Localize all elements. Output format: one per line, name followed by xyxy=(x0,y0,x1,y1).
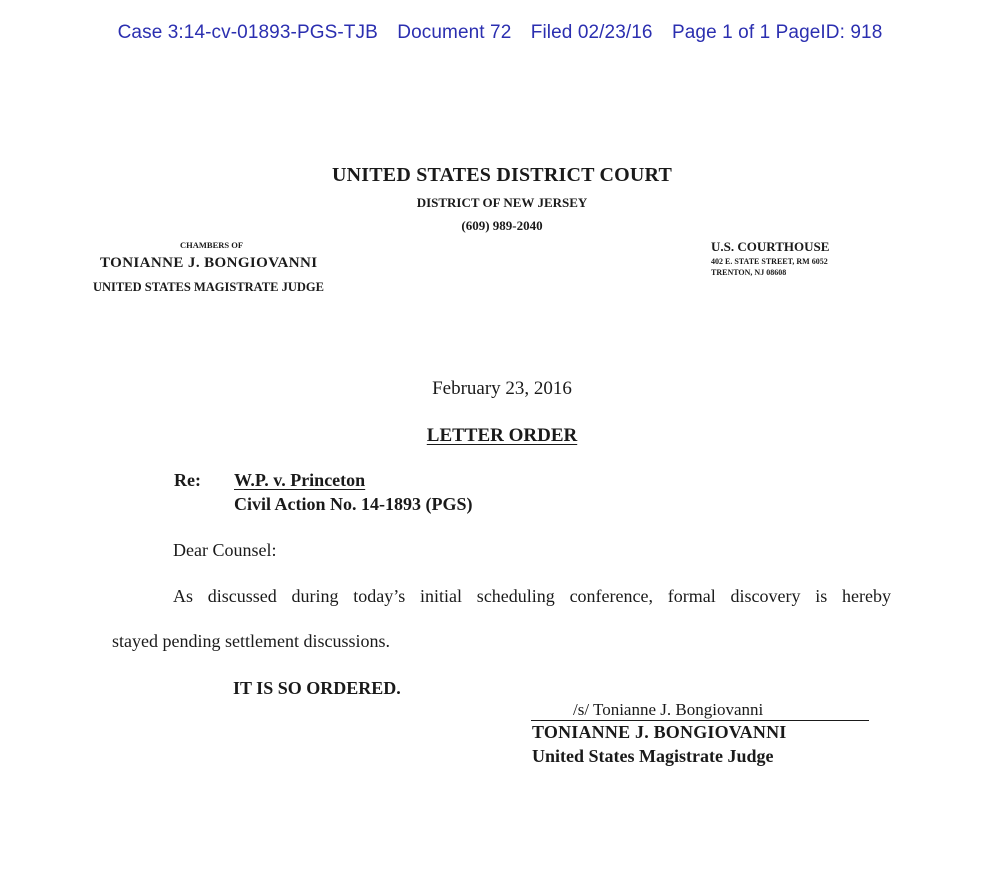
document-title: LETTER ORDER xyxy=(426,425,578,446)
courthouse-street: 402 E. STATE STREET, RM 6052 xyxy=(711,257,828,266)
electronic-signature: /s/ Tonianne J. Bongiovanni xyxy=(573,700,764,719)
court-phone: (609) 989-2040 xyxy=(461,218,543,233)
court-district: DISTRICT OF NEW JERSEY xyxy=(416,195,588,210)
ordered-statement: IT IS SO ORDERED. xyxy=(233,678,401,698)
courthouse-name: U.S. COURTHOUSE xyxy=(711,239,830,254)
signatory-title: United States Magistrate Judge xyxy=(532,746,774,766)
court-name: UNITED STATES DISTRICT COURT xyxy=(332,164,672,186)
filed-date: Filed 02/23/16 xyxy=(530,22,653,43)
body-paragraph-line-1: As discussed during today’s initial scheduling conference, formal discovery is hereby xyxy=(173,586,891,606)
document-number: Document 72 xyxy=(397,22,512,43)
re-label: Re: xyxy=(174,470,201,490)
chambers-label: CHAMBERS OF xyxy=(180,240,244,250)
courthouse-city: TRENTON, NJ 08608 xyxy=(711,268,787,277)
case-number: Case 3:14-cv-01893-PGS-TJB xyxy=(117,22,378,43)
case-caption: W.P. v. Princeton xyxy=(234,470,366,490)
chambers-judge-name: TONIANNE J. BONGIOVANNI xyxy=(100,255,318,271)
page-id: Page 1 of 1 PageID: 918 xyxy=(671,22,883,43)
chambers-judge-title: UNITED STATES MAGISTRATE JUDGE xyxy=(93,280,324,294)
civil-action-number: Civil Action No. 14-1893 (PGS) xyxy=(234,494,473,514)
body-paragraph-line-2: stayed pending settlement discussions. xyxy=(112,631,390,651)
signatory-name: TONIANNE J. BONGIOVANNI xyxy=(532,722,787,742)
salutation: Dear Counsel: xyxy=(173,540,277,560)
filing-header-stamp xyxy=(0,22,1000,44)
letter-date: February 23, 2016 xyxy=(432,378,572,399)
